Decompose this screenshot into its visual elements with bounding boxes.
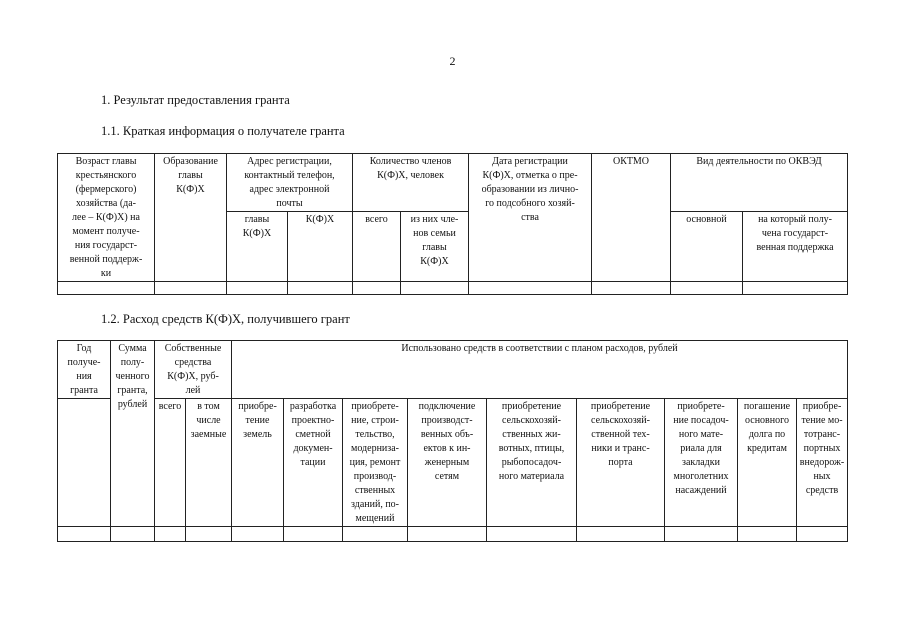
header-age: Возраст главы крестьянского (фермерского) хозяйства (да- лее – К(Ф)Х) на момент получе- ния государст- венной поддерж- ки xyxy=(58,154,155,282)
table-cell xyxy=(469,282,592,295)
header-own-funds: Собственные средства К(Ф)Х, руб- лей xyxy=(155,341,232,399)
header-own-loans: в том числе заемные xyxy=(186,399,232,527)
table-row xyxy=(58,527,848,542)
table-cell xyxy=(227,282,288,295)
section-title-grant-expenses: 1.2. Расход средств К(Ф)Х, получившего грант xyxy=(101,312,350,326)
header-registration-date: Дата регистрации К(Ф)Х, отметка о пре- образовании из лично- го подсобного хозяй- ства xyxy=(469,154,592,282)
table-cell xyxy=(797,527,848,542)
header-members: Количество членов К(Ф)Х, человек xyxy=(353,154,469,212)
table-cell xyxy=(186,527,232,542)
header-buildings: приобрете- ние, строи- тельство, модерниза- ция, ремонт производ- ственных зданий, по- мещений xyxy=(343,399,408,527)
table-cell xyxy=(155,282,227,295)
header-okved: Вид деятельности по ОКВЭД xyxy=(671,154,848,212)
table-cell xyxy=(665,527,738,542)
header-address: Адрес регистрации, контактный телефон, адрес электронной почты xyxy=(227,154,353,212)
table-cell xyxy=(738,527,797,542)
header-offroad-vehicles: приобре- тение мо- тотранс- портных внедорож- ных средств xyxy=(797,399,848,527)
table-cell xyxy=(58,527,111,542)
header-members-total: всего xyxy=(353,212,401,282)
table-cell xyxy=(577,527,665,542)
header-grant-sum: Сумма полу- ченного гранта, рублей xyxy=(111,341,155,527)
table-cell xyxy=(284,527,343,542)
table-row xyxy=(58,282,848,295)
header-address-kfh: К(Ф)Х xyxy=(288,212,353,282)
table-cell xyxy=(343,527,408,542)
header-machinery-purchase: приобретение сельскохозяй- ственной тех- ники и транс- порта xyxy=(577,399,665,527)
header-utility-connection: подключение производст- венных объ- ектов к ин- женерным сетям xyxy=(408,399,487,527)
header-loan-repayment: погашение основного долга по кредитам xyxy=(738,399,797,527)
table-cell xyxy=(58,282,155,295)
section-title-results: 1. Результат предоставления гранта xyxy=(101,93,290,107)
header-members-family: из них чле- нов семьи главы К(Ф)Х xyxy=(401,212,469,282)
recipient-info-table xyxy=(57,153,848,295)
table-cell xyxy=(288,282,353,295)
grant-expenses-table xyxy=(57,340,848,542)
table-cell xyxy=(408,527,487,542)
header-used-funds: Использовано средств в соответствии с планом расходов, рублей xyxy=(232,341,848,399)
header-design-documentation: разработка проектно- сметной докумен- тации xyxy=(284,399,343,527)
header-okved-support: на который полу- чена государст- венная поддержка xyxy=(743,212,848,282)
header-education: Образование главы К(Ф)Х xyxy=(155,154,227,282)
header-year: Год получе- ния гранта xyxy=(58,341,111,399)
table-cell xyxy=(353,282,401,295)
table-cell xyxy=(401,282,469,295)
table-cell xyxy=(671,282,743,295)
table-cell xyxy=(487,527,577,542)
page-number: 2 xyxy=(449,54,456,68)
table-cell xyxy=(592,282,671,295)
header-oktmo: ОКТМО xyxy=(592,154,671,282)
table-cell xyxy=(111,527,155,542)
table-cell xyxy=(155,527,186,542)
table-cell xyxy=(743,282,848,295)
header-address-head: главы К(Ф)Х xyxy=(227,212,288,282)
header-planting-material: приобрете- ние посадоч- ного мате- риала для закладки многолетних насаждений xyxy=(665,399,738,527)
header-livestock-purchase: приобретение сельскохозяй- ственных жи- вотных, птицы, рыбопосадоч- ного материала xyxy=(487,399,577,527)
header-own-total: всего xyxy=(155,399,186,527)
section-title-recipient-info: 1.1. Краткая информация о получателе гранта xyxy=(101,124,345,138)
header-okved-main: основной xyxy=(671,212,743,282)
table-cell xyxy=(232,527,284,542)
header-land-purchase: приобре- тение земель xyxy=(232,399,284,527)
table-cell xyxy=(58,399,111,527)
